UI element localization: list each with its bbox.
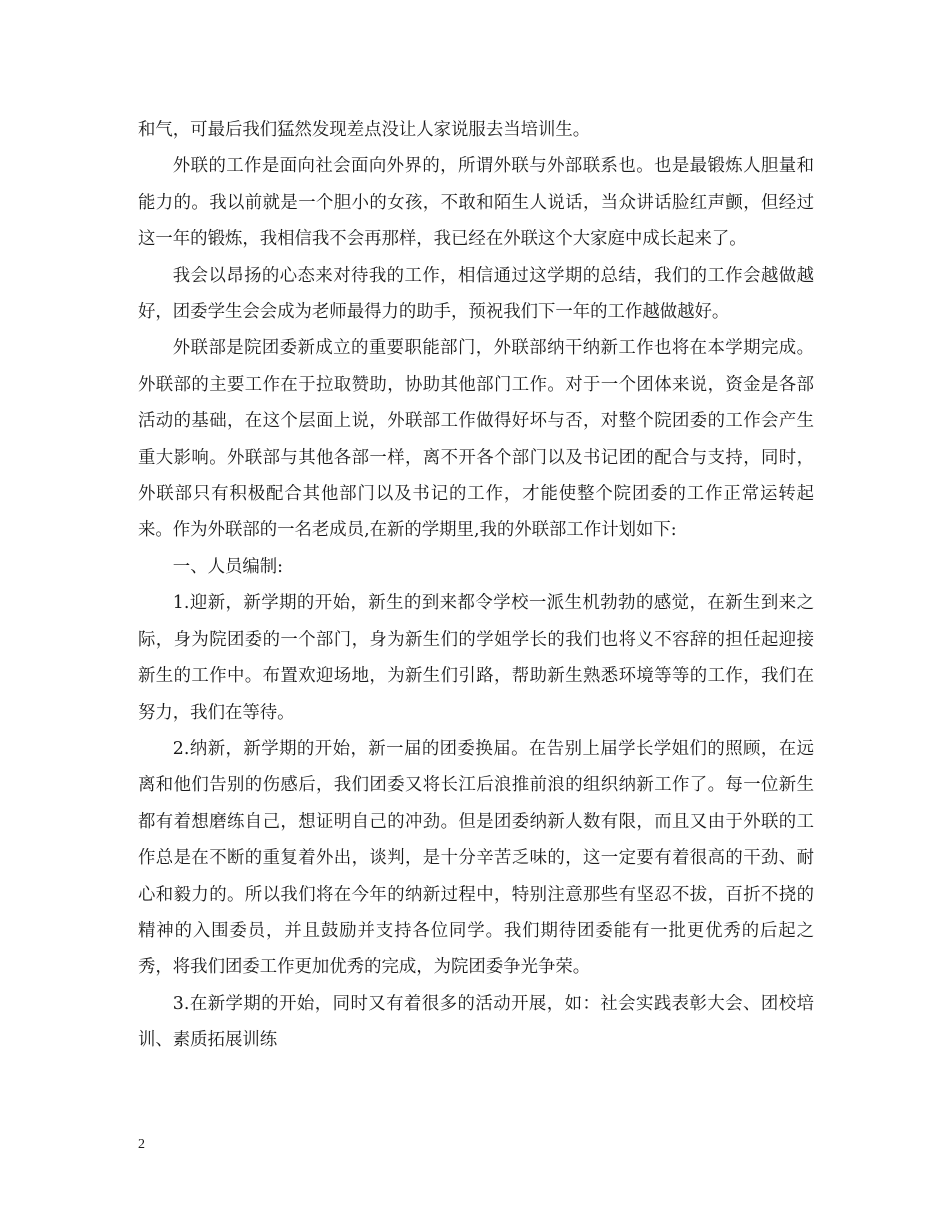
paragraph-attitude: 我会以昂扬的心态来对待我的工作，相信通过这学期的总结，我们的工作会越做越好，团委学生会会成为老师最得力的助手，预祝我们下一年的工作越做越好。 [138,265,814,323]
paragraph-item-1-welcome: 1.迎新，新学期的开始，新生的到来都令学校一派生机勃勃的感觉，在新生到来之际，身为院团委的一个部门，身为新生们的学姐学长的我们也将义不容辞的担任起迎接新生的工作中。布置欢迎场地，为新生们引路，帮助新生熟悉环境等等的工作，我们在努力，我们在等待。 [138,593,814,723]
section-heading-staffing: 一、人员编制: [172,556,284,577]
paragraph-department-overview: 外联部是院团委新成立的重要职能部门，外联部纳干纳新工作也将在本学期完成。外联部的主要工作在于拉取赞助，协助其他部门工作。对于一个团体来说，资金是各部活动的基础，在这个层面上说，外联部工作做得好坏与否，对整个院团委的工作会产生重大影响。外联部与其他各部一样，离不开各个部门以及书记团的配合与支持，同时，外联部只有积极配合其他部门以及书记的工作，才能使整个院团委的工作正常运转起来。作为外联部的一名老成员,在新的学期里,我的外联部工作计划如下: [138,338,814,541]
paragraph-item-3-activities: 3.在新学期的开始，同时又有着很多的活动开展，如：社会实践表彰大会、团校培训、素质拓展训练 [138,993,814,1051]
page-number: 2 [138,1137,145,1152]
paragraph-continuation: 和气，可最后我们猛然发现差点没让人家说服去当培训生。 [138,120,591,140]
paragraph-item-2-recruit: 2.纳新，新学期的开始，新一届的团委换届。在告别上届学长学姐们的照顾，在远离和他们告别的伤感后，我们团委又将长江后浪推前浪的组织纳新工作了。每一位新生都有着想磨练自己，想证明自己的冲劲。但是团委纳新人数有限，而且又由于外联的工作总是在不断的重复着外出，谈判，是十分辛苦乏味的，这一定要有着很高的干劲、耐心和毅力的。所以我们将在今年的纳新过程中，特别注意那些有坚忍不拔，百折不挠的精神的入围委员，并且鼓励并支持各位同学。我们期待团委能有一批更优秀的后起之秀，将我们团委工作更加优秀的完成，为院团委争光争荣。 [138,738,814,978]
paragraph-outreach-intro: 外联的工作是面向社会面向外界的，所谓外联与外部联系也。也是最锻炼人胆量和能力的。我以前就是一个胆小的女孩，不敢和陌生人说话，当众讲话脸红声颤，但经过这一年的锻炼，我相信我不会再那样，我已经在外联这个大家庭中成长起来了。 [138,156,814,250]
document-body [138,112,814,1059]
